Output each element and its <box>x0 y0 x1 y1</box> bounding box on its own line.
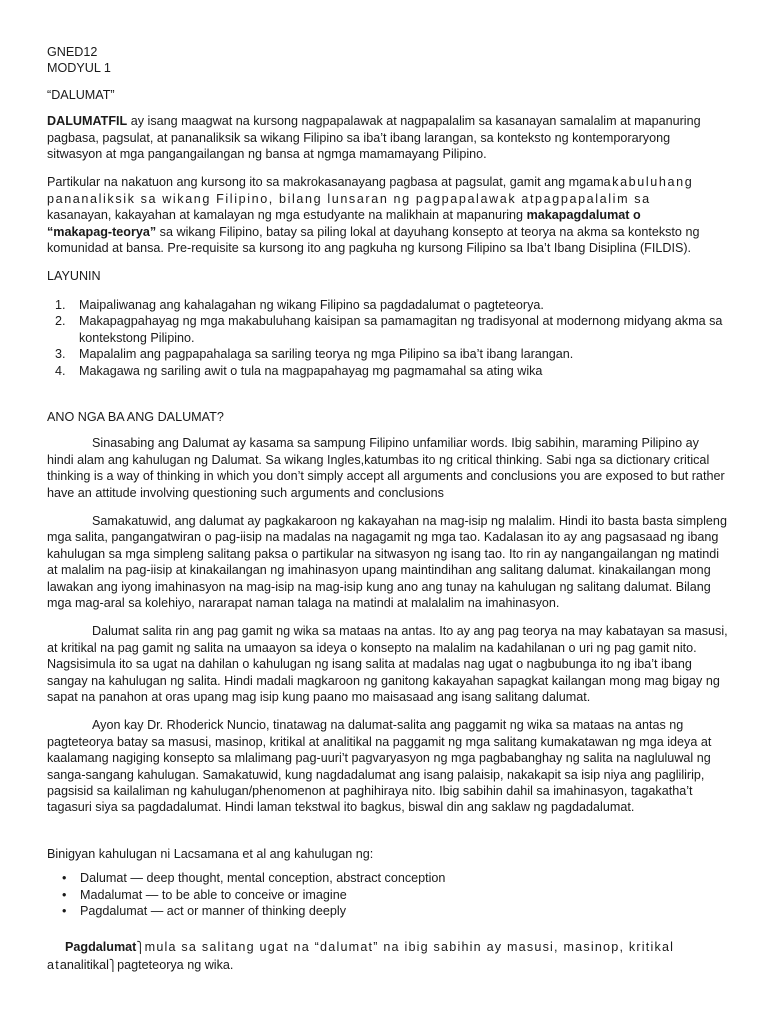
list-number: 4. <box>55 363 66 378</box>
closing-line-2 <box>47 957 728 974</box>
list-number: 2. <box>55 314 66 329</box>
list-number: 3. <box>55 347 66 362</box>
partikular-text-a: Partikular na nakatuon ang kursong ito sa makrokasanayang pagbasa at pagsulat, gamit ang mgam <box>47 175 604 190</box>
partikular-paragraph <box>47 174 728 256</box>
closing-line-1 <box>47 939 728 956</box>
list-text: Dalumat — deep thought, mental conception, abstract conception <box>80 871 446 886</box>
module-label: MODYUL 1 <box>47 61 111 76</box>
list-number: 1. <box>55 297 66 312</box>
list-text: Pagdalumat — act or manner of thinking deeply <box>80 904 347 919</box>
course-code: GNED12 <box>47 45 98 59</box>
partikular-text-b: akabuluhang <box>603 175 694 190</box>
layunin-heading: LAYUNIN <box>47 269 101 284</box>
list-text: Makapagpahayag ng mga makabuluhang kaisipan sa pamamagitan ng tradisyonal at modernong midyang akma sa kontekstong Pilipino. <box>79 314 723 345</box>
bullet-icon: • <box>62 887 67 902</box>
list-text: Maipaliwanag ang kahalagahan ng wikang Filipino sa pagdadalumat o pagteteorya. <box>79 297 544 312</box>
list-text: Makagawa ng sariling awit o tula na magpapahayag mg pagmamahal sa ating wika <box>79 363 543 378</box>
partikular-text-d: kasanayan, kakayahan at kamalayan ng mga estudyante na malikhain at mapanuring <box>47 208 527 223</box>
list-text: Mapalalim ang pagpapahalaga sa sariling teorya ng mga Pilipino sa iba’t ibang larangan. <box>79 347 574 362</box>
partikular-text-e: sa wikang Filipino, batay sa piling lokal at dayuhang konsepto at teorya na akma sa konteksto ng komunidad at bansa. Pre-requisite sa kursong ito ang pagkuha ng kursong Filipino sa Iba’t Ibang Disiplina (FILDIS). <box>47 224 700 256</box>
ano-paragraph-2: Samakatuwid, ang dalumat ay pagkakaroon ng kakayahan na mag-isip ng malalim. Hindi ito basta basta simpleng mga salita, pangangatwiran o pag-iisip na madalas na nagagamit ng mga tao. Kadalasan ito ay ang pagsasaad ng ibang kahulugan sa mga simpleng salitang paksa o partikular na sitwasyon ng isang tao. Ito rin ay nangangailangan ng matindi at malalim na pag-iisip at kinakailangan ng imahinasyon upang maintindihan ang salitang dalumat. kinakailangan mong lawakan ang iyong imahinasyon na mag-isip na mag-isip kung ano ang tunay na kahulugan ng salitang dalumat. Bilang mga mag-aral sa kolehiyo, nararapat naman talaga na matindi at malalalim na imahinasyon. <box>47 513 727 610</box>
bullet-icon: • <box>62 871 67 886</box>
bullet-icon: • <box>62 904 67 919</box>
list-text: Madalumat — to be able to conceive or imagine <box>80 887 347 902</box>
list-item <box>47 313 728 346</box>
closing-text-2b: analitikal <box>59 957 109 972</box>
list-item <box>47 887 728 903</box>
document-title: “DALUMAT” <box>47 87 115 102</box>
list-item <box>47 346 728 362</box>
kahulugan-list <box>47 870 728 919</box>
kahulugan-intro: Binigyan kahulugan ni Lacsamana et al ang kahulugan ng: <box>47 846 374 861</box>
list-item <box>47 297 728 313</box>
ano-heading: ANO NGA BA ANG DALUMAT? <box>47 409 224 424</box>
bracket-mark: ⎫ <box>136 941 145 955</box>
ano-paragraph-4: Ayon kay Dr. Rhoderick Nuncio, tinatawag na dalumat-salita ang paggamit ng wika sa mataas na antas ng pagteteorya batay sa masusi, masinop, kritikal at analitikal na paggamit ng mga salitang kumakatawan ng mga ideya at kaalamang nagiging konsepto sa mlalimang pag-uuri’t pagvaryasyon ng mga pagbabanghay ng salita na nagluluwal ng sanga-sangang kahulugan. Samakatuwid, kung nagdadalumat ang isang palaisip, nakakapit sa isip niya ang paglilirip, pagsisid sa kailaliman ng kahulugan/phenomenon at paghihiraya nito. Ibig sabihin dahil sa imahinasyon, tagakatha’t tagasuri siya sa pagdadalumat. Hindi laman tekstwal ito bagkus, biswal din ang saklaw ng pagdadalumat. <box>47 718 712 815</box>
partikular-text-c: pananaliksik sa wikang Filipino, bilang lunsaran ng pagpapalawak atpagpapalalim sa <box>47 191 651 206</box>
list-item <box>47 363 728 379</box>
intro-text: ay isang maagwat na kursong nagpapalawak at nagpapalalim sa kasanayan samalalim at mapanuring pagbasa, pagsulat, at pananaliksik sa wikang Filipino sa iba’t ibang larangan, sa konteksto ng kontemporaryong sitwasyon at mga pangangailangan ng bansa at ngmga mamamayang Pilipino. <box>47 114 701 162</box>
list-item <box>47 903 728 919</box>
layunin-list <box>47 297 728 379</box>
intro-term: DALUMATFIL <box>47 114 128 129</box>
ano-paragraph-1: Sinasabing ang Dalumat ay kasama sa sampung Filipino unfamiliar words. Ibig sabihin, maraming Pilipino ay hindi alam ang kahulugan ng Dalumat. Sa wikang Ingles,katumbas ito ng critical thinking. Sabi nga sa dictionary critical thinking is a way of thinking in which you don’t simply accept all arguments and conclusions you are exposed to but rather have an attitude involving questioning such arguments and conclusions <box>47 436 725 500</box>
closing-text-1: mula sa salitang ugat na “dalumat” na ibig sabihin ay masusi, masinop, kritikal <box>144 940 675 955</box>
closing-text-2a: at <box>47 957 60 972</box>
bracket-mark: ⎫ <box>108 958 118 972</box>
ano-paragraph-3: Dalumat salita rin ang pag gamit ng wika sa mataas na antas. Ito ay ang pag teorya na may kabatayan sa masusi, at kritikal na pag gamit ng salita na umaayon sa ideya o konsepto na malalim na kadahilanan o uri ng pag gamit nito. Nagsisimula ito sa ugat na dahilan o kahulugan ng isang salita at madalas nag ugat o nagbubunga ito ng iba’t ibang sangay na kahulugan ng salita. Hindi madali magkaroon ng ganitong kakayahan sapagkat kailangan mong mag bigay ng sapat na panahon at oras upang mag isip kung paano mo maisasaad ang isang salitang dalumat. <box>47 624 728 704</box>
closing-term: Pagdalumat <box>65 940 137 955</box>
list-item <box>47 870 728 886</box>
intro-paragraph <box>47 113 728 162</box>
partikular-bold-1: makapagdalumat o <box>526 208 641 223</box>
partikular-bold-2: “makapag-teorya” <box>47 224 157 239</box>
closing-text-2c: pagteteorya ng wika. <box>117 957 234 972</box>
